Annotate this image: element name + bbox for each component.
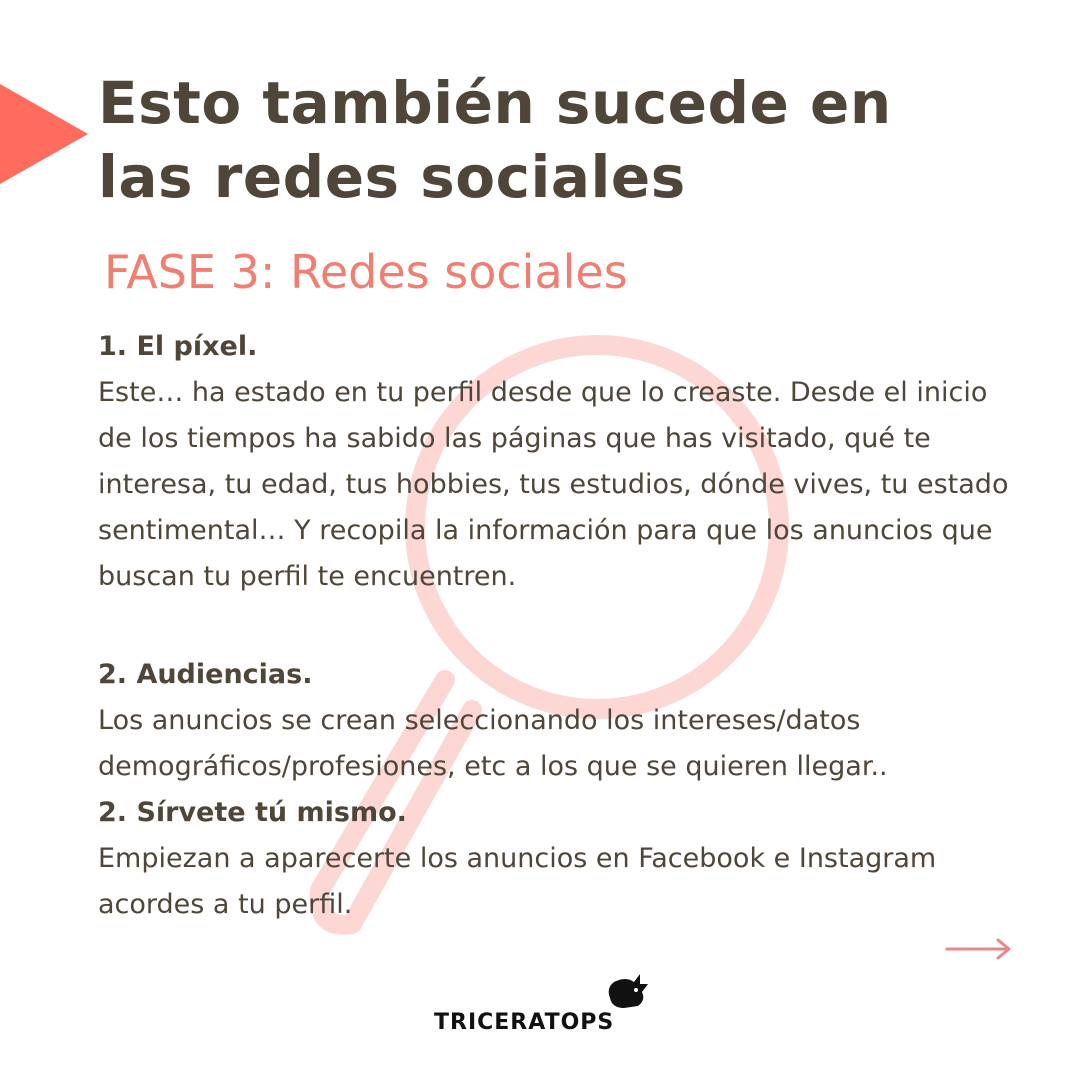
section-body-serve: Empiezan a aparecerte los anuncios en Facebook e Instagram acordes a tu perfil. [98, 843, 937, 920]
section-heading-pixel: 1. El píxel. [98, 331, 258, 362]
title-line-2: las redes sociales [98, 143, 686, 211]
section-heading-serve: 2. Sírvete tú mismo. [98, 797, 407, 828]
title-line-1: Esto también sucede en [98, 69, 892, 137]
section-body-pixel: Este… ha estado en tu perfil desde que lo creaste. Desde el inicio de los tiempos ha sabido las páginas que has visitado, qué te interesa, tu edad, tus hobbies, tus estudios, dónde vives, tu estado sentimental… Y recopila la información para que los anuncios que buscan tu perfil te encuentren. [98, 377, 1009, 592]
triangle-marker-icon [0, 84, 88, 184]
phase-heading: FASE 3: Redes sociales [104, 245, 628, 299]
section-heading-audiences: 2. Audiencias. [98, 659, 313, 690]
page-title [98, 66, 998, 214]
arrow-right-icon[interactable] [944, 936, 1014, 962]
brand-name: TRICERATOPS [434, 1010, 615, 1035]
section-spacer [98, 600, 1028, 652]
content-sections [98, 324, 1028, 928]
section-body-audiences: Los anuncios se crean seleccionando los intereses/datos demográficos/profesiones, etc a los que se quieren llegar.. [98, 705, 888, 782]
brand-logo [434, 972, 664, 1042]
